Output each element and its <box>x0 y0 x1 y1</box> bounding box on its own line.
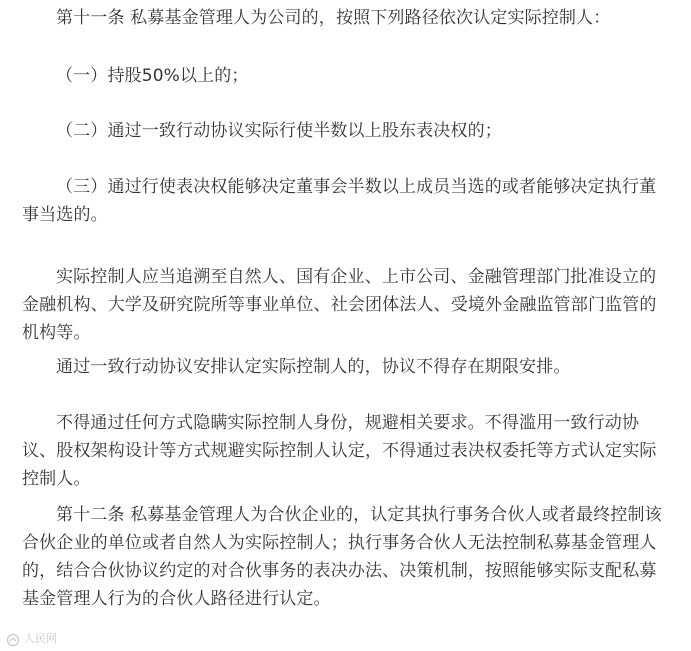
paragraph-item-3: （三）通过行使表决权能够决定董事会半数以上成员当选的或者能够决定执行董事当选的。 <box>22 177 657 225</box>
paragraph-trace-back: 实际控制人应当追溯至自然人、国有企业、上市公司、金融管理部门批准设立的金融机构、大学及研究院所等事业单位、社会团体法人、受境外金融监管部门监管的机构等。 <box>22 267 657 343</box>
watermark-text: 人民网 <box>24 632 57 645</box>
paragraph-item-2: （二）通过一致行动协议实际行使半数以上股东表决权的； <box>56 121 502 141</box>
watermark <box>6 630 57 648</box>
paragraph-article-11-heading: 第十一条 私募基金管理人为公司的，按照下列路径依次认定实际控制人： <box>56 8 611 28</box>
logo-icon <box>6 632 20 646</box>
paragraph-concert-agreement: 通过一致行动协议安排认定实际控制人的，协议不得存在期限安排。 <box>56 357 571 377</box>
paragraph-item-1: （一）持股50%以上的； <box>56 66 249 86</box>
paragraph-no-concealment: 不得通过任何方式隐瞒实际控制人身份，规避相关要求。不得滥用一致行动协议、股权架构设计等方式规避实际控制人认定，不得通过表决权委托等方式认定实际控制人。 <box>22 413 657 489</box>
paragraph-article-12: 第十二条 私募基金管理人为合伙企业的，认定其执行事务合伙人或者最终控制该合伙企业的单位或者自然人为实际控制人；执行事务合伙人无法控制私募基金管理人的，结合合伙协议约定的对合伙事务的表决办法、决策机制，按照能够实际支配私募基金管理人行为的合伙人路径进行认定。 <box>22 505 662 609</box>
